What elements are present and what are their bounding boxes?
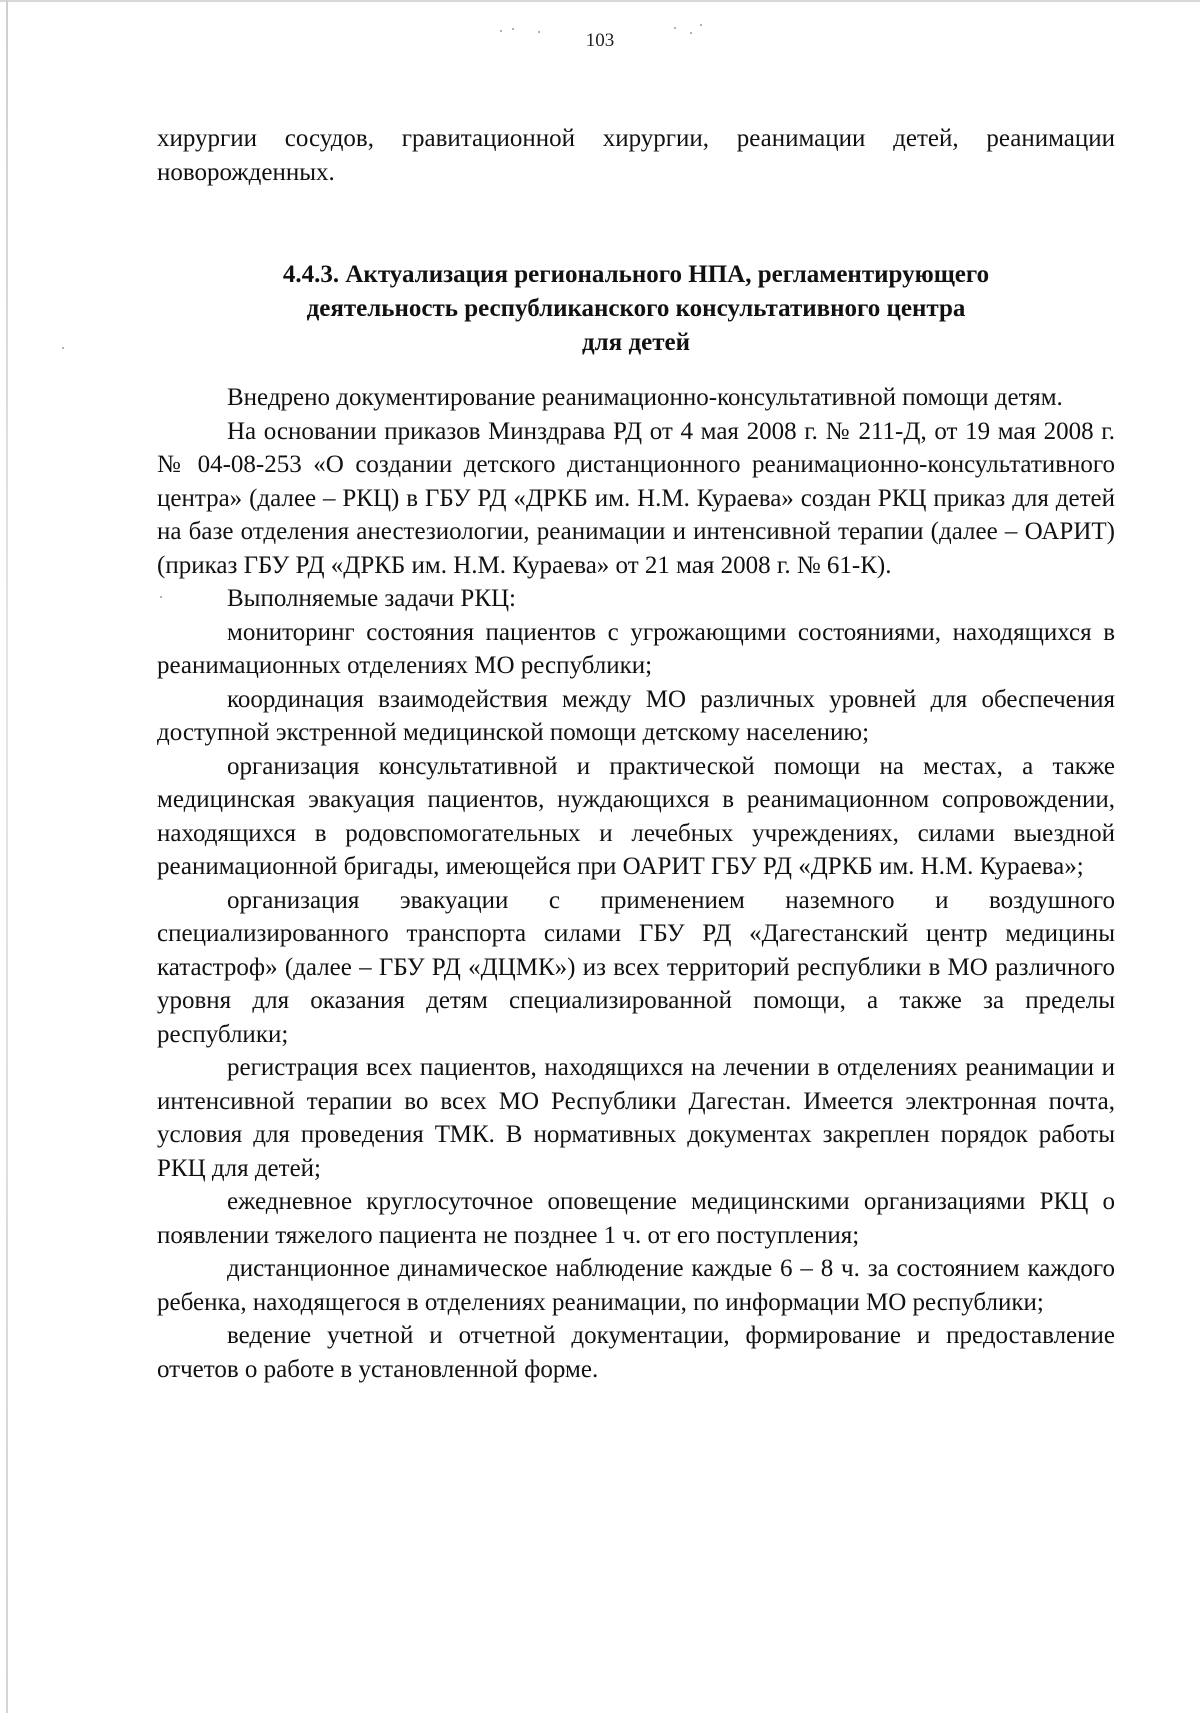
section-heading-line: для детей [582,329,690,356]
list-item: организация консультативной и практической помощи на местах, а также медицинская эвакуация пациентов, нуждающихся в реанимационном сопровождении, находящихся в родовспомогательных и лечебных учреждениях, силами выездной реанимационной бригады, имеющейся при ОАРИТ ГБУ РД «ДРКБ им. Н.М. Кураева»; [157,752,1115,880]
scan-edge-top [0,0,1200,2]
intro-paragraph: хирургии сосудов, гравитационной хирургии, реанимации детей, реанимации новорожденных. [157,125,1115,186]
section-body [157,381,1115,1386]
list-item: ежедневное круглосуточное оповещение медицинскими организациями РКЦ о появлении тяжелого пациента не позднее 1 ч. от его поступления; [157,1188,1115,1249]
page-number: 103 [585,30,615,51]
section-heading-line: 4.4.3. Актуализация регионального НПА, регламентирующего [282,261,990,288]
scan-speck [62,347,64,349]
paragraph: Внедрено документирование реанимационно-консультативной помощи детям. [227,384,1063,411]
paragraph: Выполняемые задачи РКЦ: [227,585,517,612]
list-item: мониторинг состояния пациентов с угрожающими состояниями, находящихся в реанимационных отделениях МО республики; [157,618,1115,679]
scan-speck [700,24,702,26]
scan-speck [674,27,676,29]
list-item: ведение учетной и отчетной документации, формирование и предоставление отчетов о работе в установленной форме. [157,1322,1115,1383]
scan-edge-left [6,0,8,1713]
paragraph: На основании приказов Минздрава РД от 4 мая 2008 г. № 211-Д, от 19 мая 2008 г. № 04-08-253 «О создании детского дистанционного реанимационно-консультативного центра» (далее – РКЦ) в ГБУ РД «ДРКБ им. Н.М. Кураева» создан РКЦ приказ для детей на базе отделения анестезиологии, реанимации и интенсивной терапии (далее – ОАРИТ) (приказ ГБУ РД «ДРКБ им. Н.М. Кураева» от 21 мая 2008 г. № 61-К). [157,417,1115,579]
section-heading [157,258,1115,360]
list-item: координация взаимодействия между МО различных уровней для обеспечения доступной экстренной медицинской помощи детскому населению; [157,685,1115,746]
list-item: регистрация всех пациентов, находящихся на лечении в отделениях реанимации и интенсивной терапии во всех МО Республики Дагестан. Имеется электронная почта, условия для проведения ТМК. В нормативных документах закреплен порядок работы РКЦ для детей; [157,1054,1115,1182]
section-heading-line: деятельность республиканского консультативного центра [306,295,966,322]
list-item: организация эвакуации с применением наземного и воздушного специализированного транспорта силами ГБУ РД «Дагестанский центр медицины катастроф» (далее – ГБУ РД «ДЦМК») из всех территорий республики в МО различного уровня для оказания детям специализированной помощи, а также за пределы республики; [157,886,1115,1048]
list-item: дистанционное динамическое наблюдение каждые 6 – 8 ч. за состоянием каждого ребенка, находящегося в отделениях реанимации, по информации МО республики; [157,1255,1115,1316]
